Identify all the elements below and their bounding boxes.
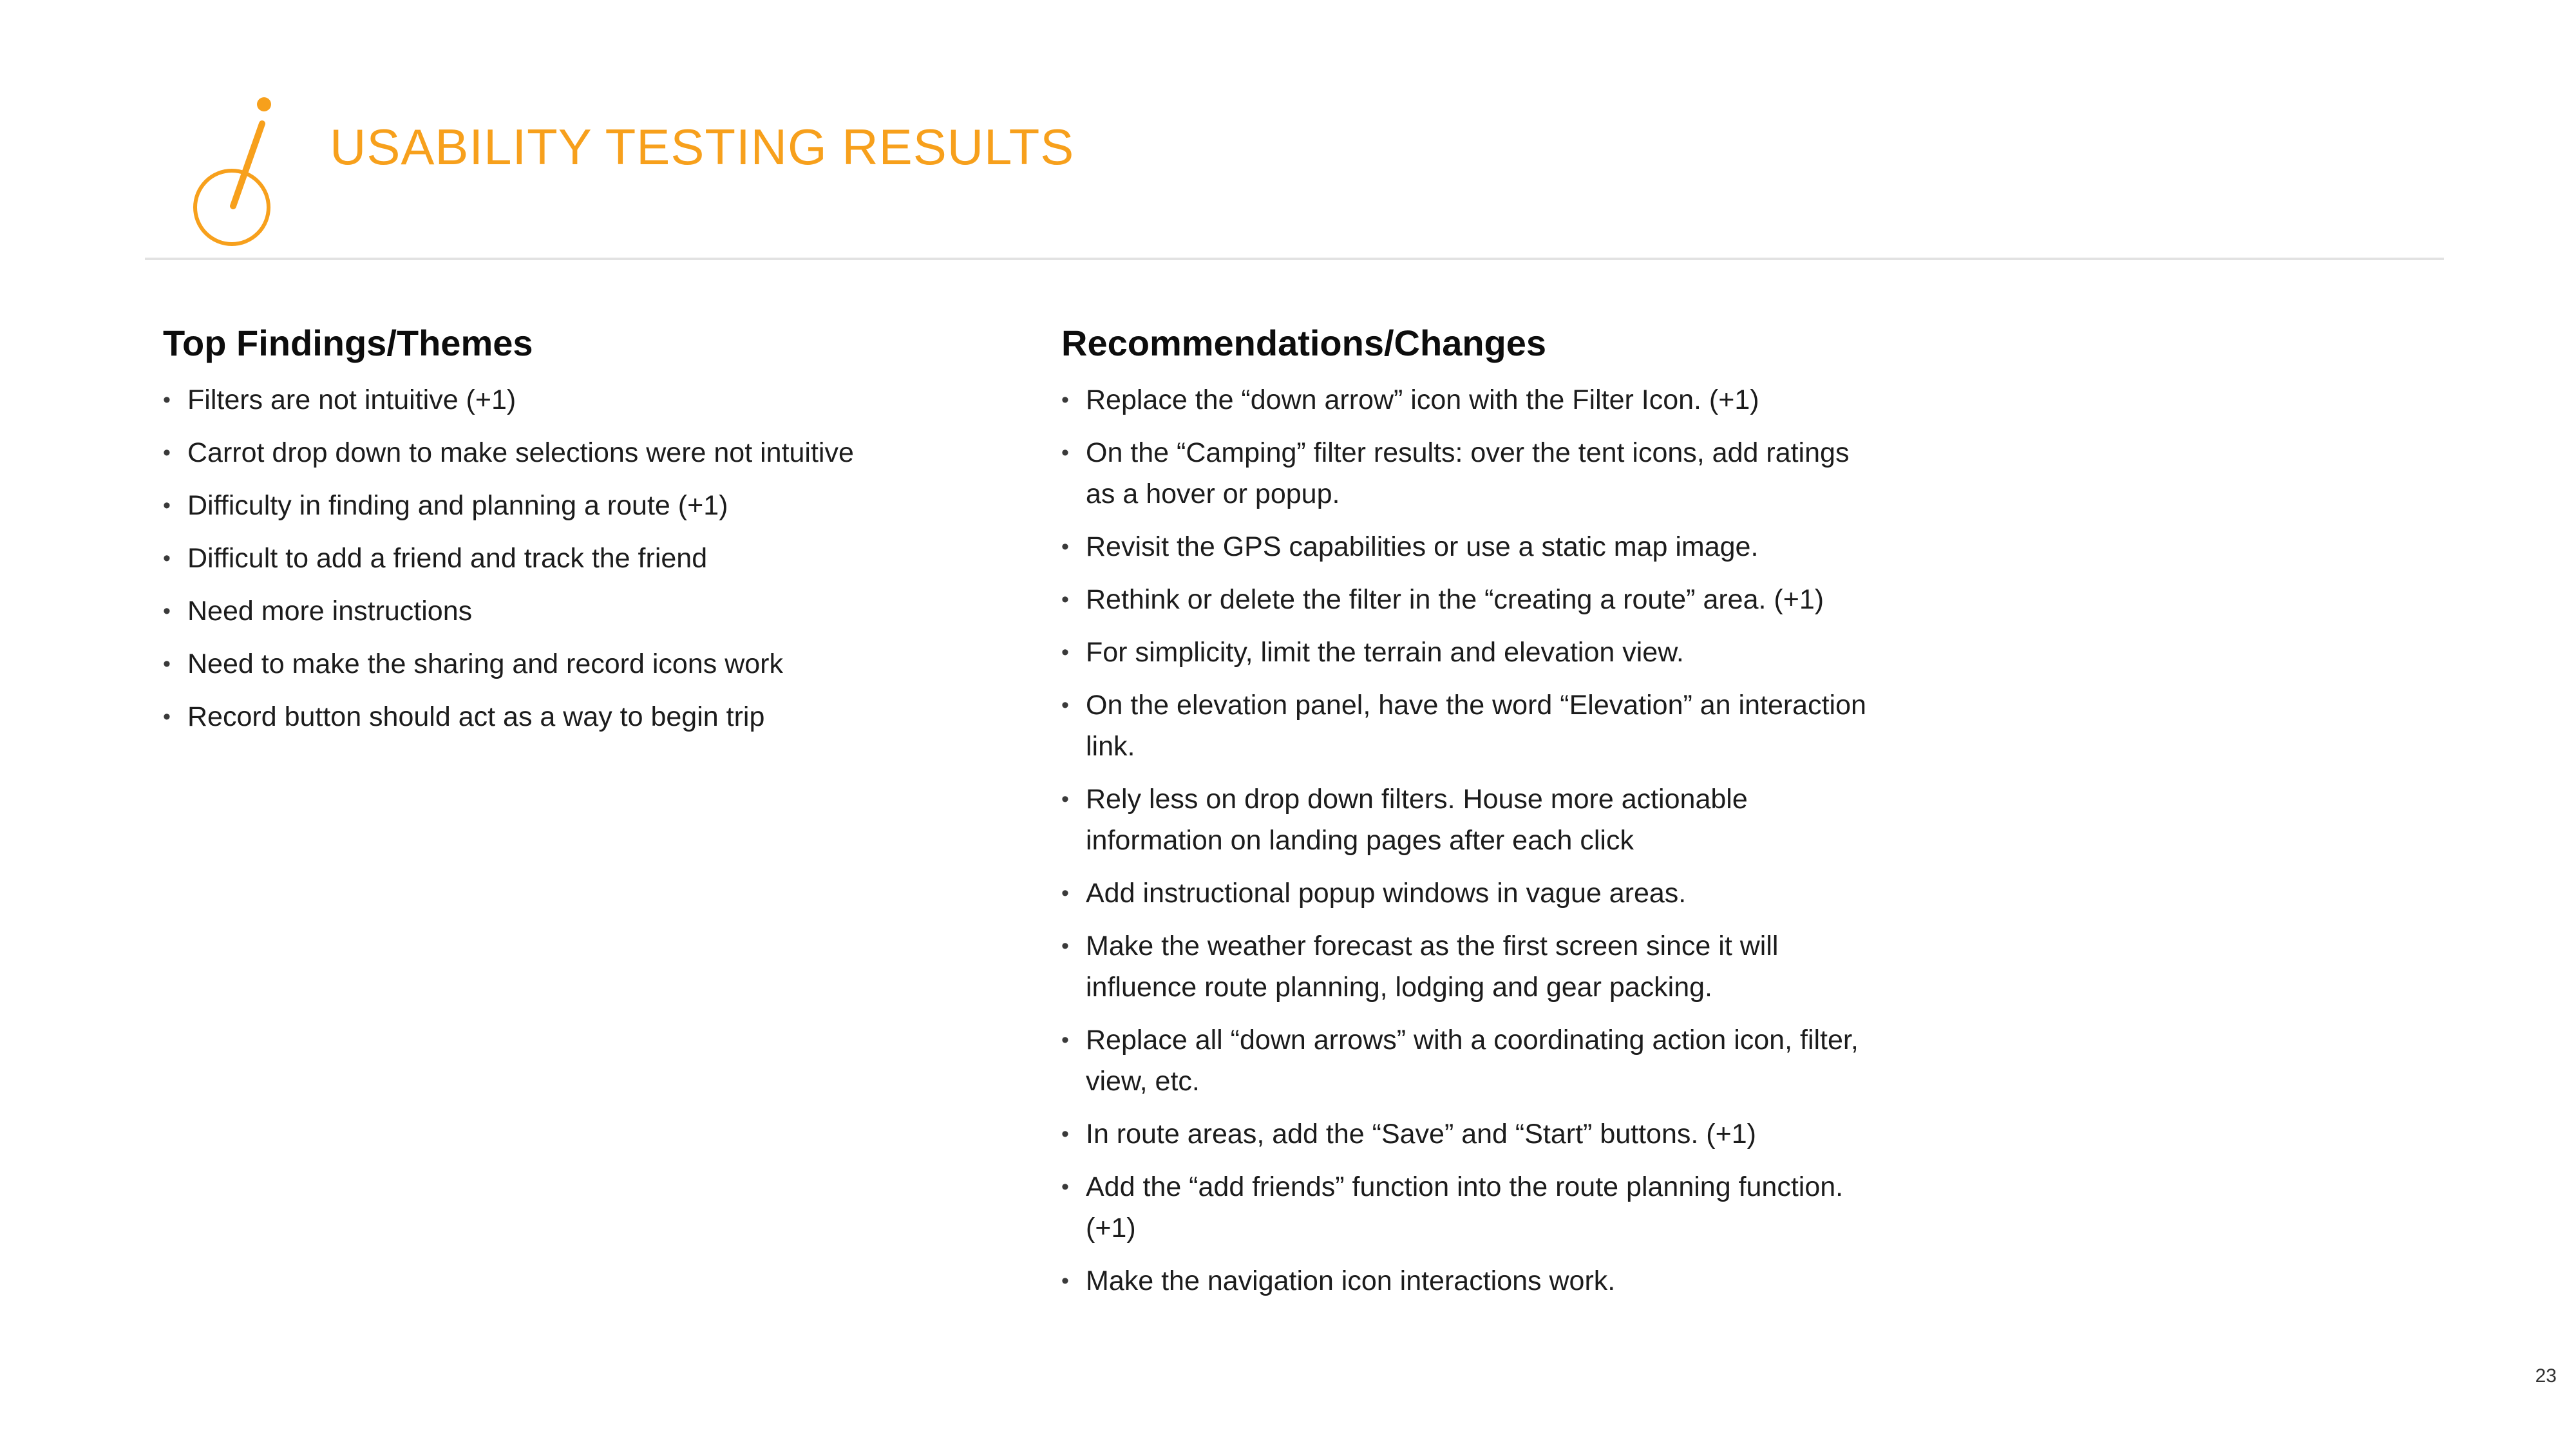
list-item-text: Rely less on drop down filters. House more actionable information on landing pages after each click	[1086, 784, 1748, 856]
list-item-text: Rethink or delete the filter in the “creating a route” area. (+1)	[1086, 584, 1824, 615]
list-item-text: Revisit the GPS capabilities or use a static map image.	[1086, 531, 1759, 562]
bullet-icon: •	[163, 493, 171, 518]
list-item	[1061, 1166, 1873, 1249]
list-item-text: Make the navigation icon interactions work.	[1086, 1265, 1616, 1296]
bullet-icon: •	[163, 440, 171, 465]
bullet-icon: •	[1061, 787, 1069, 811]
list-item-text: On the “Camping” filter results: over the tent icons, add ratings as a hover or popup.	[1086, 437, 1850, 509]
list-item-text: For simplicity, limit the terrain and elevation view.	[1086, 637, 1684, 668]
bullet-icon: •	[1061, 1269, 1069, 1293]
list-item-text: In route areas, add the “Save” and “Start” buttons. (+1)	[1086, 1119, 1756, 1150]
bullet-icon: •	[1061, 388, 1069, 412]
list-item	[163, 591, 1000, 632]
list-item	[1061, 379, 1873, 421]
list-item-text: Difficult to add a friend and track the friend	[187, 543, 708, 574]
list-item-text: Replace the “down arrow” icon with the Filter Icon. (+1)	[1086, 384, 1759, 415]
bicycle-wheel-i-icon	[187, 97, 283, 251]
list-item	[1061, 432, 1873, 515]
list-item	[1061, 925, 1873, 1008]
bullet-icon: •	[1061, 1175, 1069, 1199]
list-item-text: Add instructional popup windows in vague areas.	[1086, 878, 1687, 909]
findings-list	[163, 379, 1000, 737]
recommendations-heading: Recommendations/Changes	[1061, 323, 1547, 363]
bullet-icon: •	[1061, 1028, 1069, 1052]
bullet-icon: •	[1061, 587, 1069, 612]
list-item	[163, 696, 1000, 737]
header-divider	[145, 258, 2444, 260]
bullet-icon: •	[163, 388, 171, 412]
findings-heading: Top Findings/Themes	[163, 323, 533, 363]
list-item	[163, 485, 1000, 526]
list-item-text: Record button should act as a way to begin trip	[187, 701, 765, 732]
findings-column	[163, 319, 1000, 749]
bullet-icon: •	[1061, 440, 1069, 465]
bullet-icon: •	[1061, 1122, 1069, 1146]
list-item-text: Replace all “down arrows” with a coordinating action icon, filter, view, etc.	[1086, 1025, 1859, 1097]
list-item	[163, 379, 1000, 421]
list-item	[1061, 779, 1873, 861]
list-item	[1061, 632, 1873, 673]
list-item	[1061, 873, 1873, 914]
bullet-icon: •	[1061, 535, 1069, 559]
list-item-text: Need to make the sharing and record icons work	[187, 649, 783, 679]
bullet-icon: •	[163, 705, 171, 729]
list-item	[163, 432, 1000, 473]
list-item-text: Carrot drop down to make selections were not intuitive	[187, 437, 854, 468]
list-item	[1061, 579, 1873, 620]
list-item-text: Make the weather forecast as the first screen since it will influence route planning, lodging and gear packing.	[1086, 931, 1779, 1003]
list-item-text: Add the “add friends” function into the route planning function. (+1)	[1086, 1171, 1844, 1244]
list-item	[163, 643, 1000, 685]
list-item	[163, 538, 1000, 579]
list-item	[1061, 685, 1873, 767]
list-item	[1061, 526, 1873, 567]
bullet-icon: •	[1061, 693, 1069, 717]
page-title: USABILITY TESTING RESULTS	[330, 118, 1075, 175]
list-item-text: Difficulty in finding and planning a route (+1)	[187, 490, 728, 521]
list-item-text: Filters are not intuitive (+1)	[187, 384, 516, 415]
list-item	[1061, 1260, 1873, 1302]
list-item-text: Need more instructions	[187, 596, 473, 627]
bullet-icon: •	[163, 599, 171, 623]
bullet-icon: •	[163, 652, 171, 676]
bullet-icon: •	[163, 546, 171, 571]
list-item	[1061, 1019, 1873, 1102]
bullet-icon: •	[1061, 640, 1069, 665]
bullet-icon: •	[1061, 881, 1069, 905]
list-item-text: On the elevation panel, have the word “Elevation” an interaction link.	[1086, 690, 1866, 762]
bullet-icon: •	[1061, 934, 1069, 958]
page-number: 23	[2535, 1365, 2557, 1387]
recommendations-column	[1061, 319, 1873, 1313]
recommendations-list	[1061, 379, 1873, 1302]
list-item	[1061, 1113, 1873, 1155]
